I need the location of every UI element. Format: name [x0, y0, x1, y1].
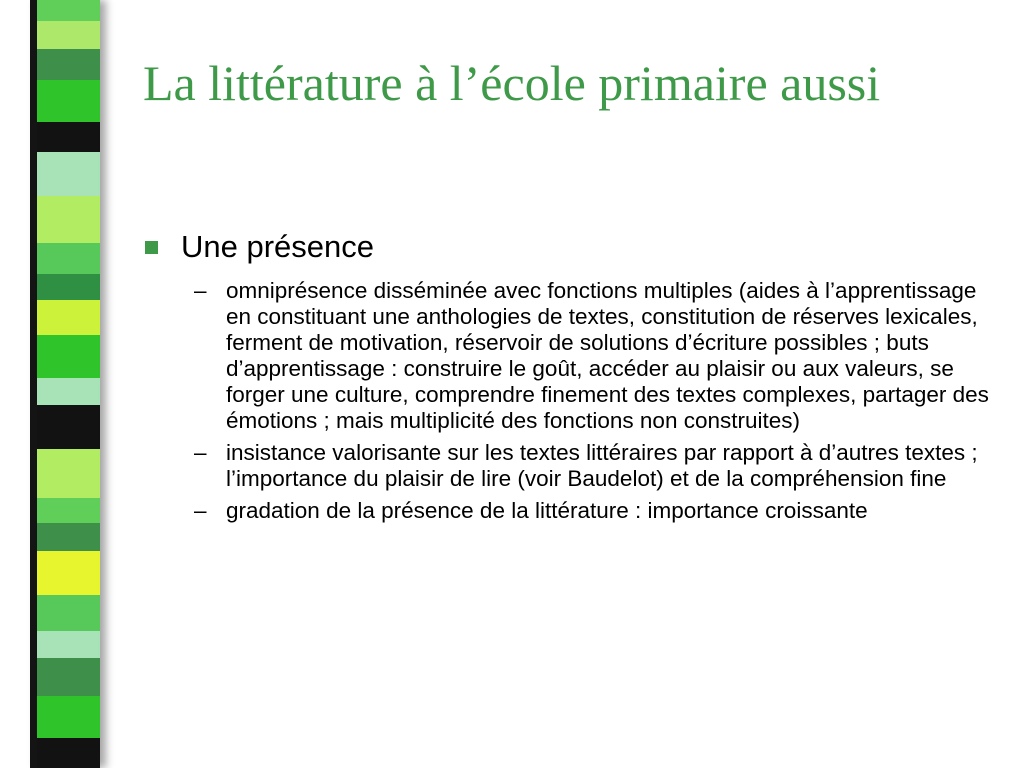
color-stripe: [30, 196, 100, 243]
sub-bullet-item: [143, 440, 1003, 492]
dash-bullet-icon: –: [194, 498, 207, 523]
color-stripe: [30, 80, 100, 123]
color-stripe: [30, 595, 100, 631]
color-stripe: [30, 0, 100, 22]
color-stripe: [30, 21, 100, 49]
color-stripe: [30, 658, 100, 696]
color-stripe: [30, 498, 100, 524]
color-stripe: [30, 523, 100, 551]
decorative-stripe-bar: [30, 0, 100, 768]
sub-bullet-text: omniprésence disséminée avec fonctions multiples (aides à l’apprentissage en constituant une anthologies de textes, constitution de réserves lexicales, ferment de motivation, réservoir de solutions d’écriture possibles ; buts d’apprentissage : construire le goût, accéder au plaisir ou aux valeurs, se forger une culture, comprendre finement des textes complexes, partager des émotions ; mais multiplicité des fonctions non construites): [226, 278, 989, 433]
sub-bullet-list: [143, 278, 1003, 524]
color-stripe: [30, 335, 100, 378]
color-stripe: [30, 551, 100, 596]
sub-bullet-text: gradation de la présence de la littérature : importance croissante: [226, 498, 868, 523]
color-stripe: [30, 122, 100, 152]
square-bullet-icon: [145, 241, 158, 254]
bullet-label: Une présence: [181, 229, 375, 264]
color-stripe: [30, 449, 100, 498]
color-stripe: [30, 696, 100, 739]
color-stripe: [30, 405, 100, 450]
slide-content: [143, 226, 1003, 530]
color-stripe: [30, 738, 100, 768]
sub-bullet-item: [143, 278, 1003, 434]
slide-title: La littérature à l’école primaire aussi: [143, 55, 881, 111]
color-stripe: [30, 243, 100, 275]
color-stripe: [30, 274, 100, 300]
sub-bullet-text: insistance valorisante sur les textes littéraires par rapport à d’autres textes ; l’importance du plaisir de lire (voir Baudelot) et de la compréhension fine: [226, 440, 978, 491]
sub-bullet-item: [143, 498, 1003, 524]
color-stripe: [30, 631, 100, 659]
bullet-item: [143, 226, 1003, 268]
color-stripe: [30, 152, 100, 197]
color-stripe: [30, 300, 100, 336]
dash-bullet-icon: –: [194, 278, 207, 303]
dash-bullet-icon: –: [194, 440, 207, 465]
color-stripe: [30, 378, 100, 406]
color-stripe: [30, 49, 100, 81]
